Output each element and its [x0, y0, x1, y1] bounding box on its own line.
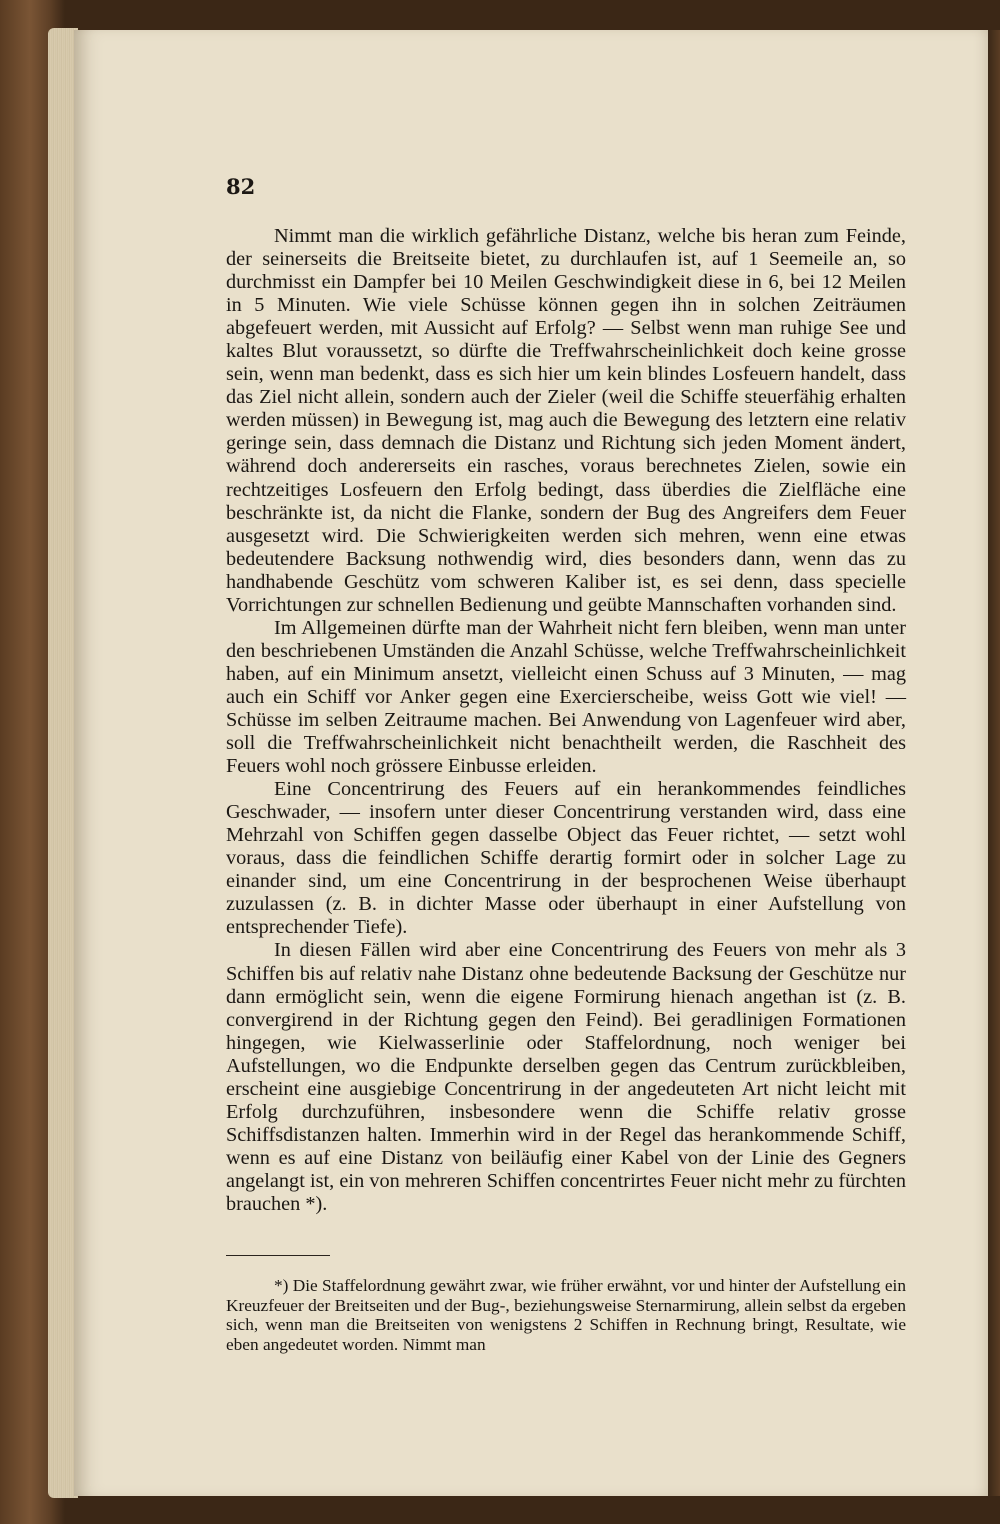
paragraph-4: In diesen Fällen wird aber eine Concentrirung des Feuers von mehr als 3 Schiffen bis auf relativ nahe Distanz ohne bedeutende Backsung der Geschütze nur dann ermöglicht sein, wenn die eigene Formirung hienach angethan ist (z. B. convergirend in der Richtung gegen den Feind). Bei geradlinigen Formationen hingegen, wie Kielwasserlinie oder Staffelordnung, noch weniger bei Aufstellungen, wo die Endpunkte derselben gegen das Centrum zurückbleiben, erscheint eine ausgiebige Concentrirung in der angedeuteten Art nicht leicht mit Erfolg durchzuführen, insbesondere wenn die Schiffe relativ grosse Schiffsdistanzen halten. Immerhin wird in der Regel das herankommende Schiff, wenn es auf eine Distanz von beiläufig einer Kabel von der Linie des Gegners angelangt ist, ein von mehreren Schiffen concentrirtes Feuer nicht mehr zu fürchten brauchen *). — [226, 939, 906, 1215]
footnote: *) Die Staffelordnung gewährt zwar, wie früher erwähnt, vor und hinter der Aufstellung ein Kreuzfeuer der Breitseiten und der Bug-, beziehungsweise Sternarmirung, allein selbst da ergeben sich, wenn man die Breitseiten von wenigstens 2 Schiffen in Rechnung bringt, Resultate, wie eben angedeutet worden. Nimmt man — [226, 1276, 906, 1354]
paragraph-1: Nimmt man die wirklich gefährliche Distanz, welche bis heran zum Feinde, der seinerseits die Breitseite bietet, zu durchlaufen ist, auf 1 Seemeile an, so durchmisst ein Dampfer bei 10 Meilen Geschwindigkeit diese in 6, bei 12 Meilen in 5 Minuten. Wie viele Schüsse können gegen ihn in solchen Zeiträumen abgefeuert werden, mit Aussicht auf Erfolg? — Selbst wenn man ruhige See und kaltes Blut voraussetzt, so dürfte die Treffwahrscheinlichkeit doch keine grosse sein, wenn man bedenkt, dass es sich hier um kein blindes Losfeuern handelt, dass das Ziel nicht allein, sondern auch der Zieler (weil die Schiffe steuerfähig erhalten werden müssen) in Bewegung ist, mag auch die Bewegung des letztern eine relativ geringe sein, dass demnach die Distanz und Richtung sich jeden Moment ändert, während doch andererseits ein rasches, voraus berechnetes Zielen, sowie ein rechtzeitiges Losfeuern den Erfolg bedingt, dass überdies die Zielfläche eine beschränkte ist, da nicht die Flanke, sondern der Bug des Angreifers dem Feuer ausgesetzt wird. Die Schwierigkeiten werden sich mehren, wenn eine etwas bedeutendere Backsung nothwendig wird, dies besonders dann, wenn das zu handhabende Geschütz vom schweren Kaliber ist, es sei denn, dass specielle Vorrichtungen zur schnellen Bedienung und geübte Mannschaften vorhanden sind. — [226, 225, 906, 616]
paragraph-2: Im Allgemeinen dürfte man der Wahrheit nicht fern bleiben, wenn man unter den beschriebenen Umständen die Anzahl Schüsse, welche Treffwahrscheinlichkeit haben, auf ein Minimum ansetzt, vielleicht einen Schuss auf 3 Minuten, — mag auch ein Schiff vor Anker gegen eine Exercierscheibe, weiss Gott wie viel! — Schüsse im selben Zeitraume machen. Bei Anwendung von Lagenfeuer wird aber, soll die Treffwahrscheinlichkeit nicht benachtheilt werden, die Raschheit des Feuers wohl noch grössere Einbusse erleiden. — [226, 616, 906, 778]
footnote-divider — [226, 1255, 330, 1256]
page-number: 82 — [226, 174, 256, 199]
page-right-edge — [988, 30, 1000, 1496]
paragraph-3: Eine Concentrirung des Feuers auf ein herankommendes feindliches Geschwader, — insofern unter dieser Concentrirung verstanden wird, dass eine Mehrzahl von Schiffen gegen dasselbe Object das Feuer richtet, — setzt wohl voraus, dass die feindlichen Schiffe derartig formirt oder in solcher Lage zu einander sind, um eine Concentrirung in der besprochenen Weise überhaupt zuzulassen (z. B. in dichter Masse oder überhaupt in einer Aufstellung von entsprechender Tiefe). — [226, 778, 906, 939]
body-text — [226, 225, 906, 1216]
